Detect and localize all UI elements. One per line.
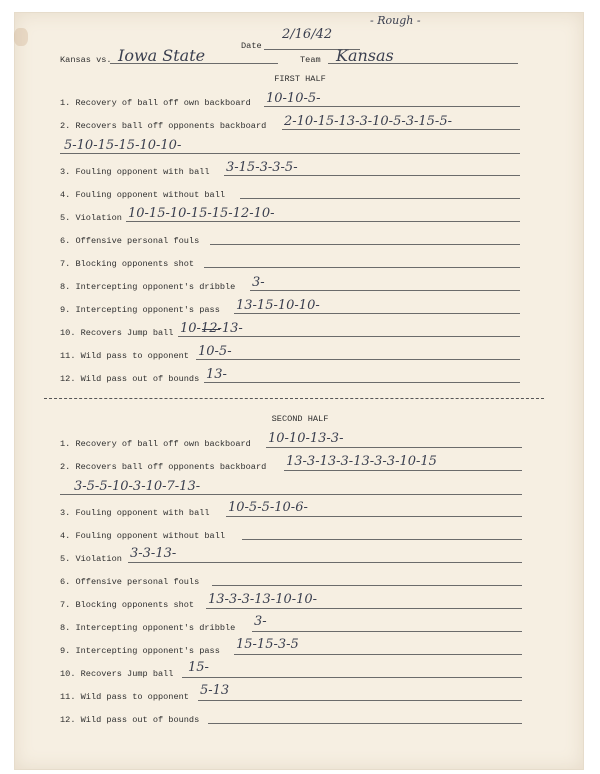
fh-item-9-label: 9. Intercepting opponent's pass xyxy=(60,305,220,315)
sh-item-8-label: 8. Intercepting opponent's dribble xyxy=(60,623,236,633)
fh-item-9-line xyxy=(234,313,520,314)
sh-item-2-value-continued: 3-5-5-10-3-10-7-13- xyxy=(74,479,201,494)
fh-item-11-line xyxy=(196,359,520,360)
fh-item-12-label: 12. Wild pass out of bounds xyxy=(60,374,200,384)
team-line xyxy=(328,63,518,64)
fh-item-10-value: 10-12-13- xyxy=(180,321,243,336)
sh-item-4-label: 4. Fouling opponent without ball xyxy=(60,531,226,541)
sh-item-2-value: 13-3-13-3-13-3-3-10-15 xyxy=(286,454,437,469)
fh-item-2-line-2 xyxy=(60,153,520,154)
fh-item-10-strikeout xyxy=(202,329,220,330)
sh-item-9-line xyxy=(234,654,522,655)
sh-item-3-label: 3. Fouling opponent with ball xyxy=(60,508,210,518)
sh-item-12-line xyxy=(208,723,522,724)
fh-item-2-label: 2. Recovers ball off opponents backboard xyxy=(60,121,267,131)
sh-item-9-label: 9. Intercepting opponent's pass xyxy=(60,646,220,656)
fh-item-11-value: 10-5- xyxy=(198,344,232,359)
sh-item-11-label: 11. Wild pass to opponent xyxy=(60,692,189,702)
sh-item-2-line-2 xyxy=(60,494,522,495)
fh-item-10-line xyxy=(178,336,520,337)
sh-item-1-line xyxy=(266,447,522,448)
sh-item-12-label: 12. Wild pass out of bounds xyxy=(60,715,200,725)
sh-item-5-value: 3-3-13- xyxy=(130,546,177,561)
sh-item-6-line xyxy=(212,585,522,586)
sh-item-2-line xyxy=(284,470,522,471)
sh-item-10-line xyxy=(182,677,522,678)
team-label: Team xyxy=(300,55,321,65)
sh-item-3-line xyxy=(226,516,522,517)
fh-item-9-value: 13-15-10-10- xyxy=(236,298,320,313)
rough-note: - Rough - xyxy=(370,14,421,27)
fh-item-8-line xyxy=(250,290,520,291)
sh-item-7-value: 13-3-3-13-10-10- xyxy=(208,592,318,607)
fh-item-10-label: 10. Recovers Jump ball xyxy=(60,328,174,338)
second-half-title: SECOND HALF xyxy=(271,414,329,424)
fh-item-1-line xyxy=(264,106,520,107)
sh-item-10-label: 10. Recovers Jump ball xyxy=(60,669,174,679)
fh-item-3-value: 3-15-3-3-5- xyxy=(226,160,298,175)
fh-item-2-value: 2-10-15-13-3-10-5-3-15-5- xyxy=(284,114,452,129)
half-divider xyxy=(44,398,544,399)
fh-item-4-label: 4. Fouling opponent without ball xyxy=(60,190,226,200)
sh-item-6-label: 6. Offensive personal fouls xyxy=(60,577,200,587)
fh-item-5-value: 10-15-10-15-15-12-10- xyxy=(128,206,275,221)
fh-item-3-label: 3. Fouling opponent with ball xyxy=(60,167,210,177)
fh-item-3-line xyxy=(224,175,520,176)
fh-item-11-label: 11. Wild pass to opponent xyxy=(60,351,189,361)
fh-item-2-line xyxy=(282,129,520,130)
fh-item-12-value: 13- xyxy=(206,367,227,382)
fh-item-12-line xyxy=(204,382,520,383)
kansas-vs-label: Kansas vs. xyxy=(60,55,112,65)
fh-item-7-line xyxy=(204,267,520,268)
team-value: Kansas xyxy=(336,46,394,65)
sh-item-4-line xyxy=(242,539,522,540)
sh-item-10-value: 15- xyxy=(188,660,209,675)
sh-item-3-value: 10-5-5-10-6- xyxy=(228,500,308,515)
fh-item-6-label: 6. Offensive personal fouls xyxy=(60,236,200,246)
fh-item-1-value: 10-10-5- xyxy=(266,91,321,106)
fh-item-2-value-continued: 5-10-15-15-10-10- xyxy=(64,138,182,153)
sh-item-11-line xyxy=(198,700,522,701)
sh-item-5-label: 5. Violation xyxy=(60,554,122,564)
fh-item-6-line xyxy=(210,244,520,245)
sh-item-8-line xyxy=(252,631,522,632)
opponent-line xyxy=(110,63,278,64)
sh-item-7-line xyxy=(206,608,522,609)
sh-item-11-value: 5-13 xyxy=(200,683,230,698)
fh-item-7-label: 7. Blocking opponents shot xyxy=(60,259,195,269)
sh-item-2-label: 2. Recovers ball off opponents backboard xyxy=(60,462,267,472)
sh-item-5-line xyxy=(128,562,522,563)
fh-item-5-label: 5. Violation xyxy=(60,213,122,223)
paper-stain xyxy=(14,28,28,46)
sh-item-9-value: 15-15-3-5 xyxy=(236,637,299,652)
date-label: Date xyxy=(241,41,262,51)
sh-item-1-value: 10-10-13-3- xyxy=(268,431,344,446)
fh-item-8-label: 8. Intercepting opponent's dribble xyxy=(60,282,236,292)
fh-item-1-label: 1. Recovery of ball off own backboard xyxy=(60,98,251,108)
sh-item-1-label: 1. Recovery of ball off own backboard xyxy=(60,439,251,449)
date-value: 2/16/42 xyxy=(282,27,333,42)
opponent-value: Iowa State xyxy=(118,46,206,65)
fh-item-4-line xyxy=(240,198,520,199)
sh-item-8-value: 3- xyxy=(254,614,267,629)
sh-item-7-label: 7. Blocking opponents shot xyxy=(60,600,195,610)
first-half-title: FIRST HALF xyxy=(274,74,326,84)
fh-item-8-value: 3- xyxy=(252,275,265,290)
fh-item-5-line xyxy=(126,221,520,222)
